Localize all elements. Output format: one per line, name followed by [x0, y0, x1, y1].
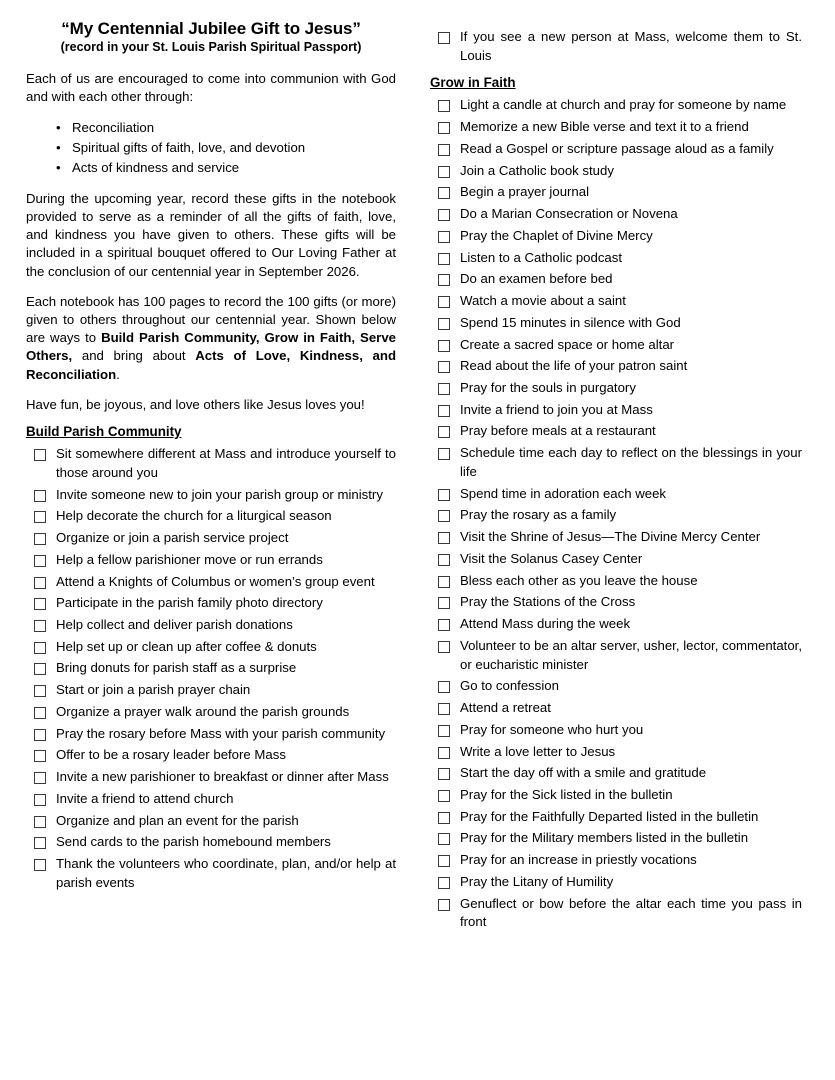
paragraph-two: During the upcoming year, record these gifts in the notebook provided to serve as a reminder of all the gifts of faith, love, and kindness you have given to others. These gifts will be included in a spiritual bouquet offered to Our Loving Father at the conclusion of our centennial year in September 2026. — [26, 190, 396, 279]
list-item[interactable] — [430, 873, 802, 892]
list-item[interactable] — [430, 249, 802, 268]
list-item-label: Pray for the souls in purgatory — [460, 380, 636, 396]
checkbox[interactable] — [438, 296, 450, 308]
list-item-label: Pray the rosary as a family — [460, 507, 617, 523]
list-item[interactable] — [430, 764, 802, 783]
list-item-label: Visit the Solanus Casey Center — [460, 550, 643, 566]
checkbox[interactable] — [438, 318, 450, 330]
checkbox[interactable] — [34, 555, 46, 567]
list-item-label: Volunteer to be an altar server, usher, lector, commentator, or eucharistic minister — [460, 637, 802, 672]
list-item-label: Pray for the Military members listed in the bulletin — [460, 830, 749, 846]
list-item-label: Organize or join a parish service project — [56, 530, 289, 546]
list-item-label: Genuflect or bow before the altar each time you pass in front — [460, 895, 802, 930]
checkbox[interactable] — [438, 855, 450, 867]
list-item[interactable] — [430, 786, 802, 805]
checkbox[interactable] — [34, 449, 46, 461]
list-item-label: Bless each other as you leave the house — [460, 572, 698, 588]
list-item[interactable] — [430, 699, 802, 718]
list-item[interactable] — [26, 790, 396, 809]
list-item-label: Spend time in adoration each week — [460, 485, 667, 501]
intro-bullet-list — [26, 118, 396, 177]
list-item-label: Thank the volunteers who coordinate, plan, and/or help at parish events — [56, 856, 396, 890]
checkbox[interactable] — [438, 489, 450, 501]
checkbox[interactable] — [438, 510, 450, 522]
list-item-label: Invite a new parishioner to breakfast or dinner after Mass — [56, 769, 389, 785]
checkbox[interactable] — [438, 576, 450, 588]
checkbox[interactable] — [438, 747, 450, 759]
checkbox[interactable] — [34, 729, 46, 741]
checkbox[interactable] — [34, 859, 46, 871]
list-item-label: Offer to be a rosary leader before Mass — [56, 747, 286, 763]
list-item[interactable] — [26, 812, 396, 831]
list-item[interactable] — [26, 616, 396, 635]
list-item[interactable] — [26, 529, 396, 548]
list-item[interactable] — [430, 227, 802, 246]
list-item[interactable] — [430, 162, 802, 181]
list-item[interactable] — [430, 379, 802, 398]
list-item-label: Go to confession — [460, 678, 559, 694]
checkbox[interactable] — [438, 681, 450, 693]
list-item[interactable] — [26, 855, 396, 892]
list-item-label: Sit somewhere different at Mass and introduce yourself to those around you — [56, 446, 396, 480]
list-item[interactable] — [430, 506, 802, 525]
list-item-label: Invite someone new to join your parish group or ministry — [56, 486, 383, 502]
list-item[interactable] — [26, 445, 396, 482]
checkbox[interactable] — [438, 253, 450, 265]
checkbox[interactable] — [438, 790, 450, 802]
checkbox[interactable] — [438, 532, 450, 544]
list-item-label: Help a fellow parishioner move or run errands — [56, 551, 323, 567]
checkbox[interactable] — [34, 772, 46, 784]
checkbox[interactable] — [438, 340, 450, 352]
list-item-label: Start the day off with a smile and gratitude — [460, 765, 707, 781]
paragraph-three-part-two: and bring about — [72, 348, 196, 364]
list-item[interactable] — [430, 851, 802, 870]
list-item[interactable] — [26, 768, 396, 787]
list-item[interactable] — [430, 336, 802, 355]
checkbox[interactable] — [438, 597, 450, 609]
list-item-label: Pray the rosary before Mass with your parish community — [56, 725, 386, 741]
checklist-build-parish-community-continued — [430, 28, 802, 65]
list-item[interactable] — [430, 28, 802, 65]
checkbox[interactable] — [34, 577, 46, 589]
checkbox[interactable] — [438, 877, 450, 889]
list-item-label: Attend a retreat — [460, 700, 551, 716]
list-item[interactable] — [430, 270, 802, 289]
paragraph-four: Have fun, be joyous, and love others like Jesus loves you! — [26, 396, 365, 412]
paragraph-three-bold-one: Build Parish Community, Grow in Faith, Serve Others, — [26, 330, 396, 364]
checkbox[interactable] — [438, 144, 450, 156]
list-item-label: Read a Gospel or scripture passage aloud as a family — [460, 140, 774, 156]
list-item-label: Do a Marian Consecration or Novena — [460, 206, 678, 222]
list-item[interactable] — [430, 422, 802, 441]
list-item[interactable] — [430, 550, 802, 569]
checkbox[interactable] — [34, 663, 46, 675]
page-subtitle: (record in your St. Louis Parish Spiritual Passport) — [60, 40, 362, 55]
checkbox[interactable] — [438, 812, 450, 824]
list-item-label: Invite a friend to join you at Mass — [460, 401, 653, 417]
list-item-label: Pray before meals at a restaurant — [460, 423, 656, 439]
checkbox[interactable] — [34, 794, 46, 806]
list-item-label: Start or join a parish prayer chain — [56, 682, 251, 698]
list-item-label: Pray for the Sick listed in the bulletin — [460, 786, 673, 802]
list-item-label: Organize and plan an event for the parish — [56, 812, 299, 828]
checklist-build-parish-community — [26, 445, 396, 892]
list-item[interactable] — [430, 183, 802, 202]
list-item-label: Pray for an increase in priestly vocations — [460, 852, 697, 868]
list-item-label: Pray the Stations of the Cross — [460, 594, 636, 610]
checkbox[interactable] — [34, 707, 46, 719]
checkbox[interactable] — [438, 187, 450, 199]
intro-paragraph: Each of us are encouraged to come into communion with God and with each other through: — [26, 70, 396, 105]
list-item-label: Attend Mass during the week — [460, 616, 631, 632]
list-item[interactable] — [430, 292, 802, 311]
list-item-label: Help collect and deliver parish donations — [56, 616, 293, 632]
checkbox[interactable] — [34, 490, 46, 502]
list-item[interactable] — [430, 444, 802, 481]
list-item[interactable] — [430, 895, 802, 932]
checkbox[interactable] — [438, 641, 450, 653]
list-item-label: Visit the Shrine of Jesus—The Divine Mercy Center — [460, 529, 761, 545]
checkbox[interactable] — [438, 383, 450, 395]
checkbox[interactable] — [34, 620, 46, 632]
list-item-label: Pray for someone who hurt you — [460, 721, 644, 737]
list-item[interactable] — [26, 725, 396, 744]
list-item[interactable] — [26, 703, 396, 722]
checkbox[interactable] — [438, 619, 450, 631]
list-item[interactable] — [430, 485, 802, 504]
list-item[interactable] — [26, 833, 396, 852]
list-item-label: Pray the Litany of Humility — [460, 873, 614, 889]
checkbox[interactable] — [438, 703, 450, 715]
list-item[interactable] — [26, 573, 396, 592]
checkbox[interactable] — [34, 685, 46, 697]
right-column — [430, 18, 802, 1068]
checkbox[interactable] — [438, 405, 450, 417]
list-item-label: Memorize a new Bible verse and text it to a friend — [460, 119, 749, 135]
list-item[interactable] — [430, 118, 802, 137]
checkbox[interactable] — [438, 274, 450, 286]
list-item: • Reconciliation — [72, 118, 396, 138]
list-item[interactable] — [430, 96, 802, 115]
checkbox[interactable] — [34, 511, 46, 523]
list-item[interactable] — [26, 746, 396, 765]
checkbox[interactable] — [438, 768, 450, 780]
checkbox[interactable] — [438, 899, 450, 911]
list-item[interactable] — [430, 593, 802, 612]
list-item[interactable] — [430, 140, 802, 159]
list-item-label: Create a sacred space or home altar — [460, 336, 675, 352]
paragraph-three-part-one: Each notebook has 100 pages to record the 100 gifts (or more) given to others throughout our centennial year. Shown below are ways to — [26, 293, 396, 346]
checkbox[interactable] — [438, 209, 450, 221]
list-item[interactable] — [26, 507, 396, 526]
list-item[interactable] — [26, 681, 396, 700]
list-item[interactable] — [430, 615, 802, 634]
list-item-label: Light a candle at church and pray for someone by name — [460, 97, 787, 113]
page-title: “My Centennial Jubilee Gift to Jesus” — [61, 19, 361, 38]
list-item[interactable] — [430, 721, 802, 740]
list-item-label: If you see a new person at Mass, welcome them to St. Louis — [460, 29, 802, 63]
checkbox[interactable] — [438, 448, 450, 460]
checkbox[interactable] — [34, 816, 46, 828]
list-item-label: Help set up or clean up after coffee & donuts — [56, 638, 317, 654]
checkbox[interactable] — [438, 361, 450, 373]
list-item[interactable] — [430, 528, 802, 547]
list-item: • Acts of kindness and service — [72, 158, 396, 178]
left-column — [26, 18, 398, 1068]
checkbox[interactable] — [438, 231, 450, 243]
list-item[interactable] — [430, 829, 802, 848]
list-item-label: Watch a movie about a saint — [460, 293, 626, 309]
list-item-label: Organize a prayer walk around the parish grounds — [56, 703, 350, 719]
checkbox[interactable] — [34, 642, 46, 654]
list-item-label: Join a Catholic book study — [460, 162, 614, 178]
checkbox[interactable] — [438, 166, 450, 178]
list-item-label: Read about the life of your patron saint — [460, 358, 688, 374]
list-item-label: Bring donuts for parish staff as a surprise — [56, 660, 297, 676]
checkbox[interactable] — [438, 122, 450, 134]
list-item[interactable] — [430, 572, 802, 591]
checkbox[interactable] — [438, 100, 450, 112]
section-heading-build-parish-community: Build Parish Community — [26, 424, 182, 440]
paragraph-three-bold-two: Acts of Love, Kindness, and Reconciliation — [26, 348, 396, 382]
list-item-label: Pray for the Faithfully Departed listed in the bulletin — [460, 808, 759, 824]
list-item[interactable] — [26, 659, 396, 678]
list-item[interactable] — [430, 401, 802, 420]
list-item-label: Send cards to the parish homebound members — [56, 834, 331, 850]
list-item: • Spiritual gifts of faith, love, and devotion — [72, 138, 396, 158]
list-item-label: Spend 15 minutes in silence with God — [460, 314, 681, 330]
checkbox[interactable] — [34, 750, 46, 762]
list-item[interactable] — [430, 357, 802, 376]
list-item-label: Write a love letter to Jesus — [460, 743, 616, 759]
list-item[interactable] — [26, 594, 396, 613]
list-item[interactable] — [430, 677, 802, 696]
paragraph-three — [26, 293, 396, 384]
list-item[interactable] — [430, 205, 802, 224]
list-item[interactable] — [26, 551, 396, 570]
list-item-label: Attend a Knights of Columbus or women’s group event — [56, 573, 375, 589]
checkbox[interactable] — [438, 554, 450, 566]
list-item[interactable] — [430, 808, 802, 827]
checkbox[interactable] — [34, 533, 46, 545]
list-item-label: Schedule time each day to reflect on the blessings in your life — [460, 445, 802, 479]
paragraph-three-part-three: . — [116, 366, 120, 382]
checkbox[interactable] — [34, 598, 46, 610]
list-item[interactable] — [430, 743, 802, 762]
list-item-label: Help decorate the church for a liturgical season — [56, 508, 332, 524]
list-item-label: Invite a friend to attend church — [56, 790, 234, 806]
list-item[interactable] — [26, 486, 396, 505]
list-item[interactable] — [26, 638, 396, 657]
list-item-label: Participate in the parish family photo directory — [56, 595, 323, 611]
list-item-label: Listen to a Catholic podcast — [460, 249, 623, 265]
section-heading-grow-in-faith: Grow in Faith — [430, 75, 516, 91]
checkbox[interactable] — [438, 725, 450, 737]
checkbox[interactable] — [438, 426, 450, 438]
list-item[interactable] — [430, 637, 802, 674]
checklist-grow-in-faith — [430, 96, 802, 932]
checkbox[interactable] — [438, 32, 450, 44]
checkbox[interactable] — [438, 833, 450, 845]
list-item-label: Do an examen before bed — [460, 271, 613, 287]
checkbox[interactable] — [34, 837, 46, 849]
list-item[interactable] — [430, 314, 802, 333]
list-item-label: Begin a prayer journal — [460, 184, 590, 200]
list-item-label: Pray the Chaplet of Divine Mercy — [460, 227, 653, 243]
